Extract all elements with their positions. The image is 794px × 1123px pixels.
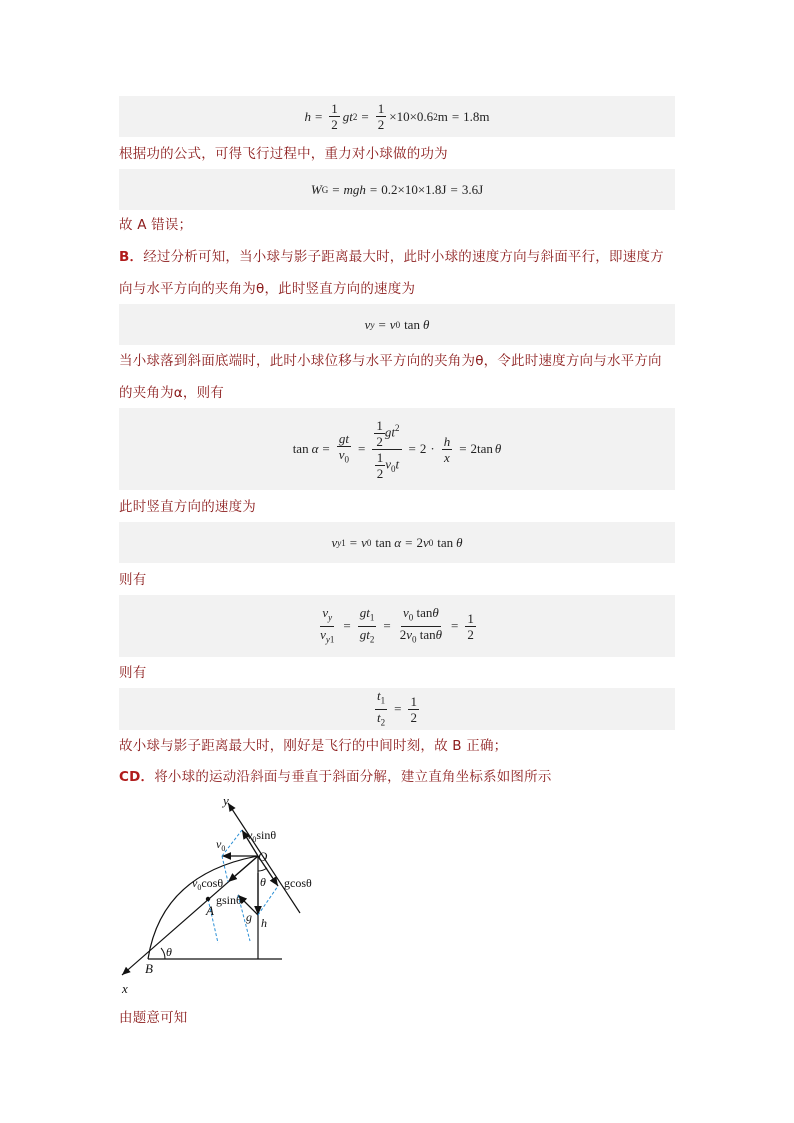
text-cd-analysis: [119, 761, 675, 793]
point-a: [206, 897, 210, 901]
formula-ratio-v: $\frac{v_y}{v_{y1}}$ = $\frac{gt_1}{gt_2}$ = $\frac{v_0 \tan\theta}{2v_0 \tan\theta}$ = $\frac{1}{2}$: [119, 595, 675, 657]
text-vertical-speed: 此时竖直方向的速度为: [119, 499, 256, 515]
formula-height: h = $\frac{1}{2}$ gt 2 = $\frac{1}{2}$ ×10×0.6 2 m = 1.8m: [119, 96, 675, 137]
label-v0: $v_0$: [216, 837, 226, 853]
text-b-correct: 故小球与影子距离最大时，刚好是飞行的中间时刻，故 B 正确；: [119, 738, 508, 754]
label-x: x: [122, 981, 128, 996]
text-a-wrong: 故 A 错误；: [119, 217, 193, 233]
text-then-1: 则有: [119, 572, 147, 588]
label-b: B: [145, 961, 153, 976]
label-g: g: [246, 910, 252, 924]
label-theta-b: θ: [166, 945, 172, 959]
formula-tan-alpha: tan α = $\frac{gt}{v_0}$ = $\frac{1}{2}$ $gt^2$ $\frac{1}{2}$ $v_0t$ = 2 · $\frac{h}{x}$ = 2tan θ: [119, 408, 675, 490]
text-landing: 当小球落到斜面底端时，此时小球位移与水平方向的夹角为θ，令此时速度方向与水平方向的夹角为α，则有: [119, 353, 662, 401]
formula-vy1: v y1 = v 0 tan α = 2 v 0 tan θ: [119, 522, 675, 563]
formula-ratio-t: $\frac{t_1}{t_2}$ = $\frac{1}{2}$: [119, 688, 675, 730]
label-v0cos: $v_0\cos\theta$: [192, 876, 224, 892]
label-a: A: [206, 903, 214, 918]
label-v0sin: $v_0\sin\theta$: [247, 828, 277, 844]
option-cd-label: CD．: [119, 769, 155, 785]
option-b-label: B．: [119, 249, 144, 265]
text-work-formula: 根据功的公式，可得飞行过程中，重力对小球做的功为: [119, 146, 448, 162]
label-y: y: [223, 793, 229, 808]
text-b-analysis: [119, 241, 675, 305]
projectile-diagram: [110, 793, 340, 998]
label-o: O: [258, 849, 268, 864]
label-gsin: gsinθ: [216, 893, 242, 907]
angle-arc-b: [161, 948, 165, 959]
option-b-text: 经过分析可知，当小球与影子距离最大时，此时小球的速度方向与斜面平行，即速度方向与水平方向的夹角为θ，此时竖直方向的速度为: [119, 249, 664, 297]
text-from-problem: 由题意可知: [119, 1010, 188, 1026]
angle-arc-o: [258, 868, 267, 871]
label-theta-o: θ: [260, 875, 266, 889]
dash-g-1: [258, 886, 278, 915]
label-h: h: [261, 916, 267, 930]
formula-vy: v y = v 0 tan θ: [119, 304, 675, 345]
option-cd-text: 将小球的运动沿斜面与垂直于斜面分解，建立直角坐标系如图所示: [154, 769, 552, 785]
formula-gravity-work: W G = mgh = 0.2×10×1.8J = 3.6J: [119, 169, 675, 210]
label-gcos: gcosθ: [284, 876, 312, 890]
text-then-2: 则有: [119, 665, 147, 681]
